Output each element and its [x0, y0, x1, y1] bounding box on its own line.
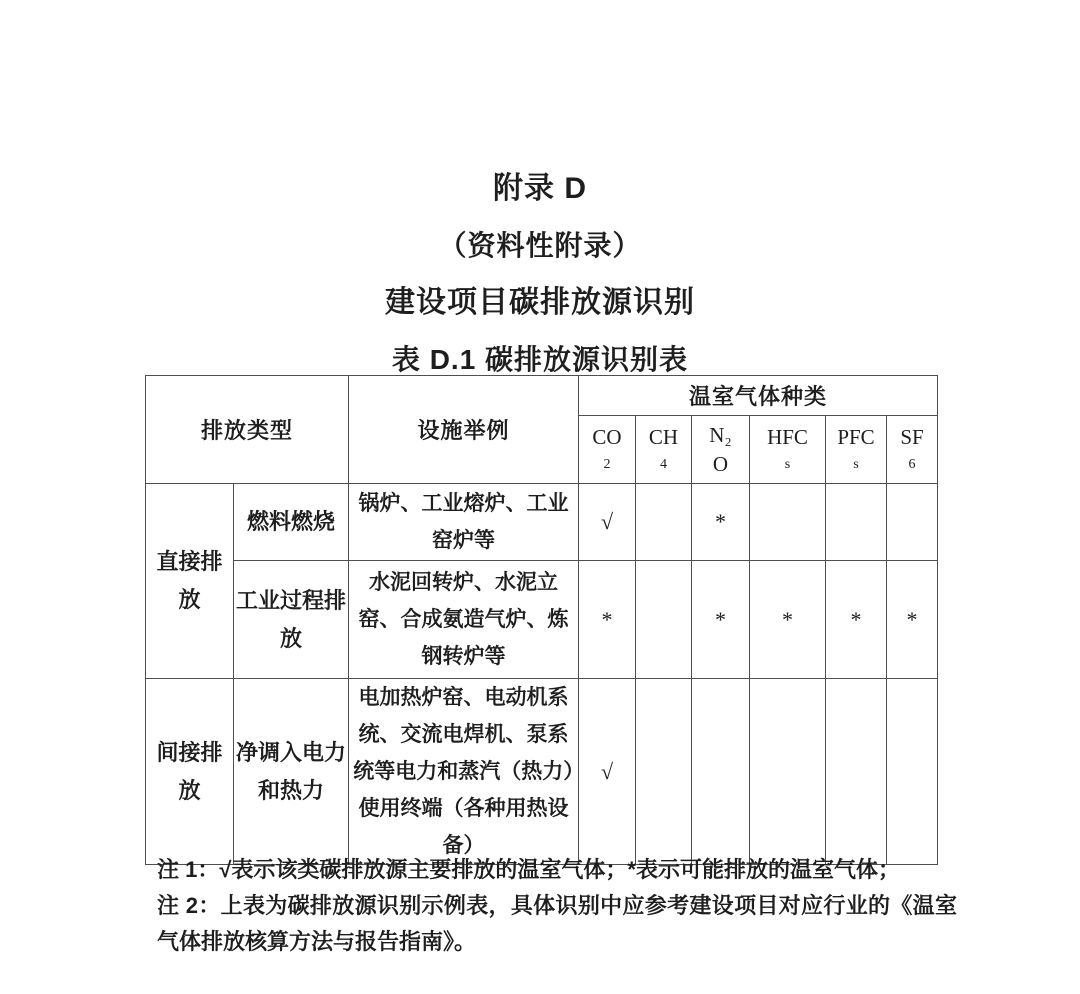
- header-ghg-types: 温室气体种类: [579, 376, 938, 416]
- cell-mark-co2: √: [579, 484, 636, 561]
- footnotes: [157, 852, 957, 960]
- cell-category-direct: 直接排放: [146, 484, 234, 679]
- cell-mark-n2o: *: [692, 561, 750, 679]
- gas-subscript: 2: [603, 457, 611, 473]
- cell-mark-hfcs: [750, 484, 826, 561]
- header-gas-pfcs: [826, 416, 887, 484]
- gas-symbol: SF: [900, 424, 924, 449]
- gas-subscript: s: [853, 457, 859, 473]
- appendix-title: 附录 D: [493, 172, 587, 205]
- cell-mark-pfcs: [826, 679, 887, 865]
- section-title: 建设项目碳排放源识别: [385, 286, 695, 319]
- cell-mark-ch4: [636, 679, 692, 865]
- header-gas-co2: [579, 416, 636, 484]
- table-row-fuel-combustion: [146, 484, 938, 561]
- header-gas-hfcs: [750, 416, 826, 484]
- header-facility-examples: 设施举例: [349, 376, 579, 484]
- table-caption: 表 D.1 碳排放源识别表: [391, 344, 689, 375]
- table-row-industrial-process: [146, 561, 938, 679]
- cell-subtype: 工业过程排放: [234, 561, 349, 679]
- cell-mark-pfcs: *: [826, 561, 887, 679]
- table-row-purchased-energy: [146, 679, 938, 865]
- header-gas-sf6: [887, 416, 938, 484]
- cell-category-indirect: 间接排放: [146, 679, 234, 865]
- gas-symbol: PFC: [837, 424, 875, 449]
- cell-mark-hfcs: *: [750, 561, 826, 679]
- cell-subtype: 净调入电力和热力: [234, 679, 349, 865]
- gas-symbol: N₂: [709, 422, 732, 447]
- gas-subscript: 4: [660, 457, 668, 473]
- cell-mark-sf6: [887, 484, 938, 561]
- cell-mark-sf6: *: [887, 561, 938, 679]
- gas-symbol: CH: [648, 424, 679, 449]
- title-block: [0, 160, 1080, 388]
- cell-mark-ch4: [636, 484, 692, 561]
- cell-mark-ch4: [636, 561, 692, 679]
- header-gas-ch4: [636, 416, 692, 484]
- header-emission-type: 排放类型: [146, 376, 349, 484]
- appendix-subtitle: （资料性附录）: [438, 230, 642, 261]
- gas-symbol: CO: [592, 424, 622, 449]
- cell-mark-n2o: [692, 679, 750, 865]
- cell-mark-co2: *: [579, 561, 636, 679]
- gas-subscript: s: [784, 457, 791, 473]
- cell-facilities: 电加热炉窑、电动机系统、交流电焊机、泵系统等电力和蒸汽（热力）使用终端（各种用热设备）: [349, 679, 579, 865]
- cell-mark-n2o: *: [692, 484, 750, 561]
- header-gas-n2o: [692, 416, 750, 484]
- cell-mark-sf6: [887, 679, 938, 865]
- cell-mark-co2: √: [579, 679, 636, 865]
- cell-mark-hfcs: [750, 679, 826, 865]
- note-1: 注 1：√表示该类碳排放源主要排放的温室气体；*表示可能排放的温室气体；: [157, 857, 900, 882]
- gas-symbol: HFC: [767, 424, 808, 449]
- cell-subtype: 燃料燃烧: [234, 484, 349, 561]
- cell-facilities: 锅炉、工业熔炉、工业窑炉等: [349, 484, 579, 561]
- cell-mark-pfcs: [826, 484, 887, 561]
- cell-facilities: 水泥回转炉、水泥立窑、合成氨造气炉、炼钢转炉等: [349, 561, 579, 679]
- gas-subscript: O: [712, 452, 729, 477]
- note-2: 注 2：上表为碳排放源识别示例表，具体识别中应参考建设项目对应行业的《温室气体排放核算方法与报告指南》。: [157, 893, 957, 954]
- emission-source-table: [145, 375, 938, 865]
- gas-subscript: 6: [908, 457, 916, 473]
